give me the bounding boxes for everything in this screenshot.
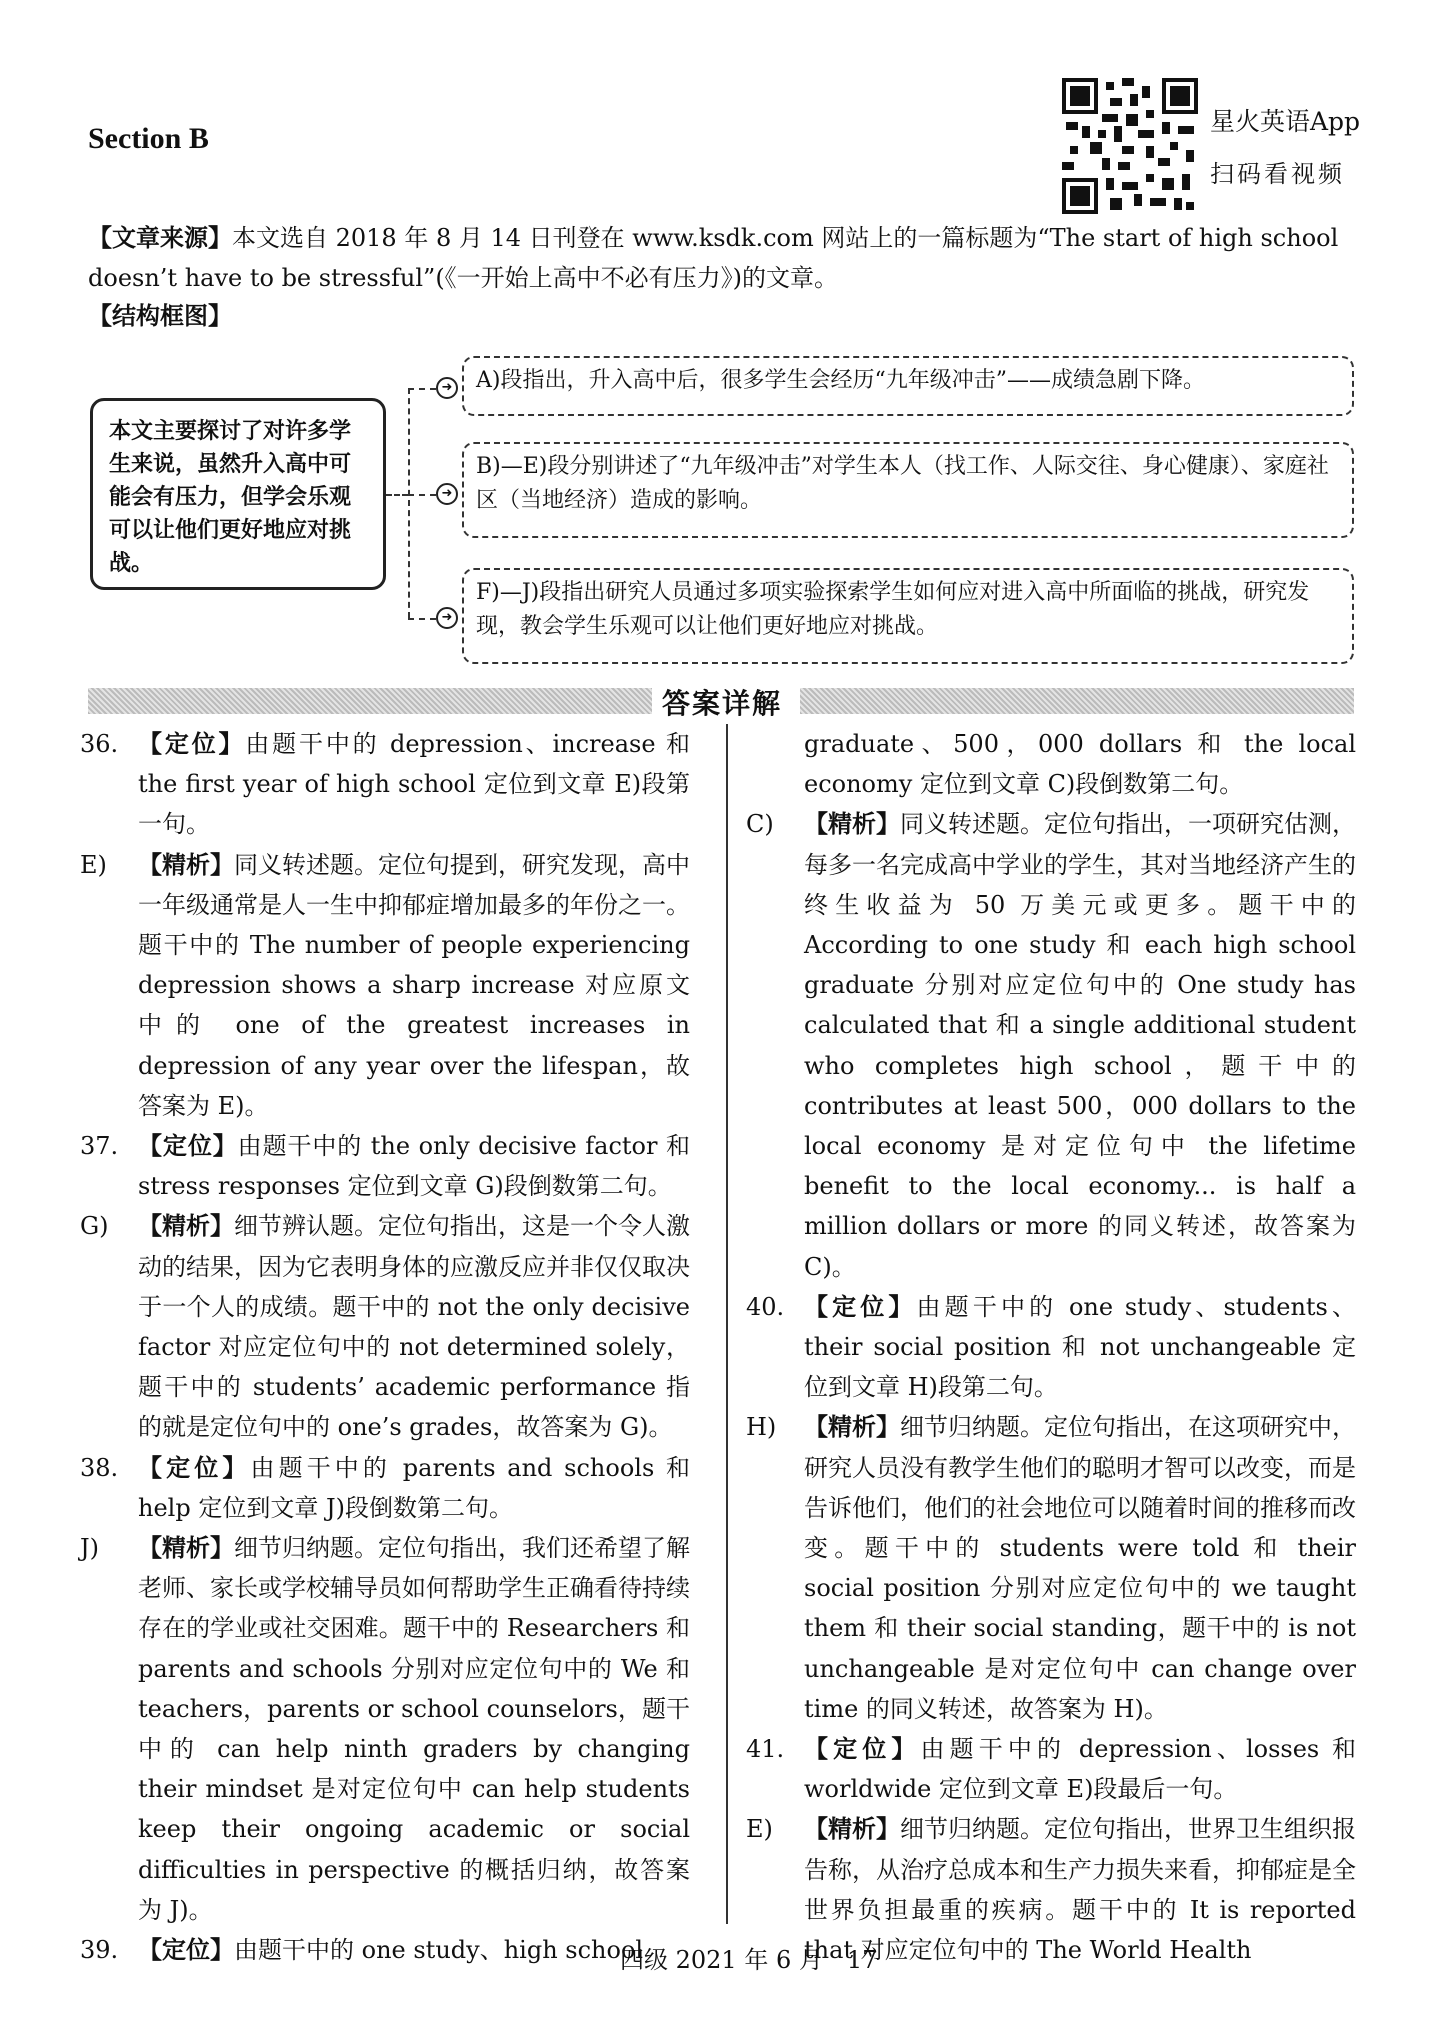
answer-entry xyxy=(80,1930,690,1970)
source-text: 本文选自 2018 年 8 月 14 日刊登在 www.ksdk.com 网站上的一篇标题为“The start of high school doesn’t have to be stressful”(《一开始上高中不必有压力》)的文章。 xyxy=(88,224,1339,292)
entry-text: graduate、500，000 dollars 和 the local economy 定位到文章 C)段倒数第二句。 xyxy=(804,730,1356,799)
entry-text: 由题干中的 one study、high school xyxy=(234,1936,644,1965)
source-label: 【文章来源】 xyxy=(88,223,232,252)
entry-label: 41. xyxy=(746,1735,785,1764)
entry-text: 细节辨认题。定位句指出，这是一个令人激动的结果，因为它表明身体的应激反应并非仅仅取决于一个人的成绩。题干中的 not the only decisive factor 对应定位句中的 not determined solely，题干中的 students’ academic performance 指的就是定位句中的 one’s grades，故答案为 G)。 xyxy=(138,1212,690,1442)
structure-box-f-j: F)—J)段指出研究人员通过多项实验探索学生如何应对进入高中所面临的挑战，研究发现，教会学生乐观可以让他们更好地应对挑战。 xyxy=(462,568,1354,664)
entry-text: 由题干中的 one study、students、their social position 和 not unchangeable 定位到文章 H)段第二句。 xyxy=(804,1292,1357,1402)
scan-hint: 扫码看视频 xyxy=(1210,160,1345,188)
structure-box-b-e: B)—E)段分别讲述了“九年级冲击”对学生本人（找工作、人际交往、身心健康）、家庭社区（当地经济）造成的影响。 xyxy=(462,442,1354,538)
arrow-bullet-icon: ➜ xyxy=(436,377,458,399)
app-name: 星火英语App xyxy=(1210,107,1361,136)
arrow-bullet-icon: ➜ xyxy=(436,607,458,629)
answer-entry xyxy=(746,724,1356,804)
answer-entry xyxy=(80,1448,690,1528)
answer-entry xyxy=(80,1206,690,1447)
entry-text: 细节归纳题。定位句指出，我们还希望了解老师、家长或学校辅导员如何帮助学生正确看待持续存在的学业或社交困难。题干中的 Researchers 和 parents and schools 分别对应定位句中的 We 和 teachers，parents or school counselors，题干中的 can help ninth graders by changing their mindset 是对定位句中 can help students keep their ongoing academic or social difficulties in perspective 的概括归纳，故答案为 J)。 xyxy=(138,1534,690,1924)
header-band xyxy=(800,688,1354,714)
connector-line xyxy=(408,388,436,390)
answer-entry xyxy=(746,1729,1356,1809)
entry-text: 细节归纳题。定位句指出，在这项研究中，研究人员没有教学生他们的聪明才智可以改变，而是告诉他们，他们的社会地位可以随着时间的推移而改变。题干中的 students were told 和 their social position 分别对应定位句中的 we taught them 和 their social standing，题干中的 is not unchangeable 是对定位句中 can change over time 的同义转述，故答案为 H)。 xyxy=(804,1413,1356,1723)
entry-label: H) xyxy=(746,1413,777,1442)
right-column xyxy=(746,724,1356,1970)
entry-label: 40. xyxy=(746,1292,785,1321)
section-title: Section B xyxy=(88,122,209,155)
entry-label: E) xyxy=(746,1815,773,1844)
entry-text: 由题干中的 depression、increase 和 the first year of high school 定位到文章 E)段第一句。 xyxy=(138,730,691,839)
structure-box-a: A)段指出，升入高中后，很多学生会经历“九年级冲击”——成绩急剧下降。 xyxy=(462,356,1354,416)
connector-line xyxy=(408,494,436,496)
answer-entry xyxy=(80,1126,690,1206)
entry-tag: 【定位】 xyxy=(138,1131,238,1161)
page-footer: 四级 2021 年 6 月 17 xyxy=(620,1946,878,1974)
summary-box: 本文主要探讨了对许多学生来说，虽然升入高中可能会有压力，但学会乐观可以让他们更好地应对挑战。 xyxy=(90,398,386,590)
entry-label: G) xyxy=(80,1212,109,1241)
entry-tag: 【定位】 xyxy=(804,1291,917,1321)
entry-text: 由题干中的 the only decisive factor 和 stress responses 定位到文章 G)段倒数第二句。 xyxy=(138,1132,691,1201)
answer-entry xyxy=(80,1528,690,1930)
qr-code xyxy=(1062,78,1198,214)
entry-label: 36. xyxy=(80,730,119,758)
entry-tag: 【定位】 xyxy=(138,1935,234,1965)
answer-entry xyxy=(80,845,690,1126)
entry-label: C) xyxy=(746,810,774,839)
entry-text: 由题干中的 parents and schools 和 help 定位到文章 J)段倒数第二句。 xyxy=(138,1453,691,1522)
answer-entry xyxy=(746,1287,1356,1408)
arrow-bullet-icon: ➜ xyxy=(436,483,458,505)
entry-tag: 【定位】 xyxy=(138,729,246,758)
entry-tag: 【精析】 xyxy=(804,1412,900,1442)
connector-line xyxy=(386,494,408,496)
entry-text: 同义转述题。定位句提到，研究发现，高中一年级通常是人一生中抑郁症增加最多的年份之一。题干中的 The number of people experiencing depression shows a sharp increase 对应原文中的 one of the greatest increases in depression of any year over the lifespan，故答案为 E)。 xyxy=(138,850,690,1120)
entry-label: 37. xyxy=(80,1132,119,1161)
connector-line xyxy=(408,618,436,620)
answer-entry xyxy=(80,724,690,845)
framework-label: 【结构框图】 xyxy=(88,301,232,330)
column-divider xyxy=(726,724,728,1924)
entry-text: 同义转述题。定位句指出，一项研究估测，每多一名完成高中学业的学生，其对当地经济产生的终生收益为 50 万美元或更多。题干中的 According to one study 和 each high school graduate 分别对应定位句中的 One study has calculated that 和 a single additional student who completes high school，题干中的 contributes at least 500，000 dollars to the local economy 是对定位句中 the lifetime benefit to the local economy... is half a million dollars or more 的同义转述，故答案为 C)。 xyxy=(804,810,1356,1281)
entry-label: J) xyxy=(80,1534,99,1563)
answer-header: 答案详解 xyxy=(662,687,783,720)
entry-label: 39. xyxy=(80,1936,119,1965)
entry-tag: 【定位】 xyxy=(804,1734,921,1764)
left-column xyxy=(80,724,690,1970)
entry-tag: 【定位】 xyxy=(138,1452,251,1482)
article-source xyxy=(88,218,1358,298)
answer-entry xyxy=(746,804,1356,1286)
entry-text: 细节归纳题。定位句指出，世界卫生组织报告称，从治疗总成本和生产力损失来看，抑郁症是全世界负担最重的疾病。题干中的 It is reported that 对应定位句中的 The World Health xyxy=(804,1815,1356,1965)
connector-line xyxy=(408,388,410,618)
answer-entry xyxy=(746,1407,1356,1729)
entry-tag: 【精析】 xyxy=(138,1533,234,1563)
entry-label: E) xyxy=(80,850,107,879)
header-band xyxy=(88,688,652,714)
entry-text: 由题干中的 depression、losses 和 worldwide 定位到文章 E)段最后一句。 xyxy=(804,1735,1357,1804)
entry-label: 38. xyxy=(80,1453,119,1482)
entry-tag: 【精析】 xyxy=(804,1814,900,1844)
entry-tag: 【精析】 xyxy=(804,809,900,839)
entry-tag: 【精析】 xyxy=(138,1211,234,1241)
entry-tag: 【精析】 xyxy=(138,849,234,879)
